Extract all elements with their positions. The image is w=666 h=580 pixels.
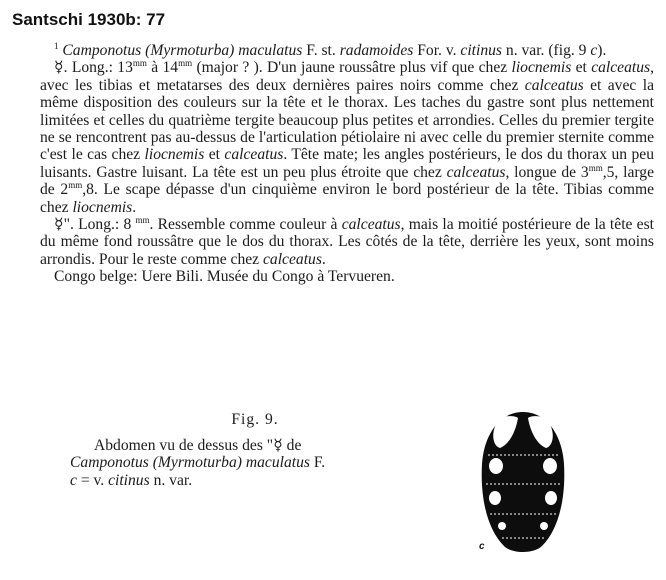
worker-description: ☿. Long.: $13^{mm}$ à $14^{mm}$ (major ? ). D'un jaune roussâtre plus vif que chez liocnemis et calceatus, avec les tibias et metatarses des deux dernières paires noirs comme chez calceatus et avec la même disposition des couleurs sur la tête et le thorax. Les taches du gastre sont plus nettement limitées et celles du quatrième tergite beaucoup plus petites et arrondies. Celles du premier tergite ne se rencontrent pas au-dessus de l'articulation pétiolaire ni avec celle du premier sternite comme c'est le cas chez liocnemis et calceatus. Tête mate; les angles postérieurs, le dos du thorax un peu luisants. Gastre luisant. La tête est un peu plus étroite que chez calceatus, longue de $3^{mm},5$, large de $2^{mm},8$. Le scape dépasse d'un cinquième environ le bord postérieur de la tête. Tibias comme chez liocnemis. [40,58,654,216]
footnote-marker: 1 [54,41,59,51]
spot-fourth-tergite-left [498,522,506,530]
spot-third-tergite-left [489,491,501,505]
abdomen-illustration [478,408,568,558]
citation-header: Santschi 1930b: 77 [12,10,166,29]
description-text [40,42,654,286]
locality-line: Congo belge: Uere Bili. Musée du Congo à Tervueren. [54,268,395,286]
caption-line-3: c = v. citinus n. var. [70,471,193,489]
minor-worker-description: ☿". Long.: 8 $^{mm}$. Ressemble comme couleur à calceatus, mais la moitié postérieure de la tête est du même fond roussâtre que le dos du thorax. Les côtés de la tête, derrière les yeux, sont moins arrondis. Pour le reste comme chez calceatus. [40,215,654,268]
caption-line-2: Camponotus (Myrmoturba) maculatus F. [70,454,326,472]
minor-worker-symbol: ☿" [54,216,70,234]
spot-third-tergite-right [545,491,557,505]
spot-fourth-tergite-right [540,522,548,530]
figure-panel-label: c [479,541,485,552]
figure-caption [70,411,400,489]
footnote-heading: $^1$ Camponotus (Myrmoturba) maculatus F. st. radamoides For. v. citinus n. var. (fig. 9 c). [54,41,607,59]
worker-symbol: ☿ [54,59,64,77]
figure-title: Fig. 9. [231,411,279,428]
spot-second-tergite-left [489,458,503,474]
caption-line-1: Abdomen vu de dessus des "☿ de [94,436,302,454]
spot-second-tergite-right [543,458,557,474]
